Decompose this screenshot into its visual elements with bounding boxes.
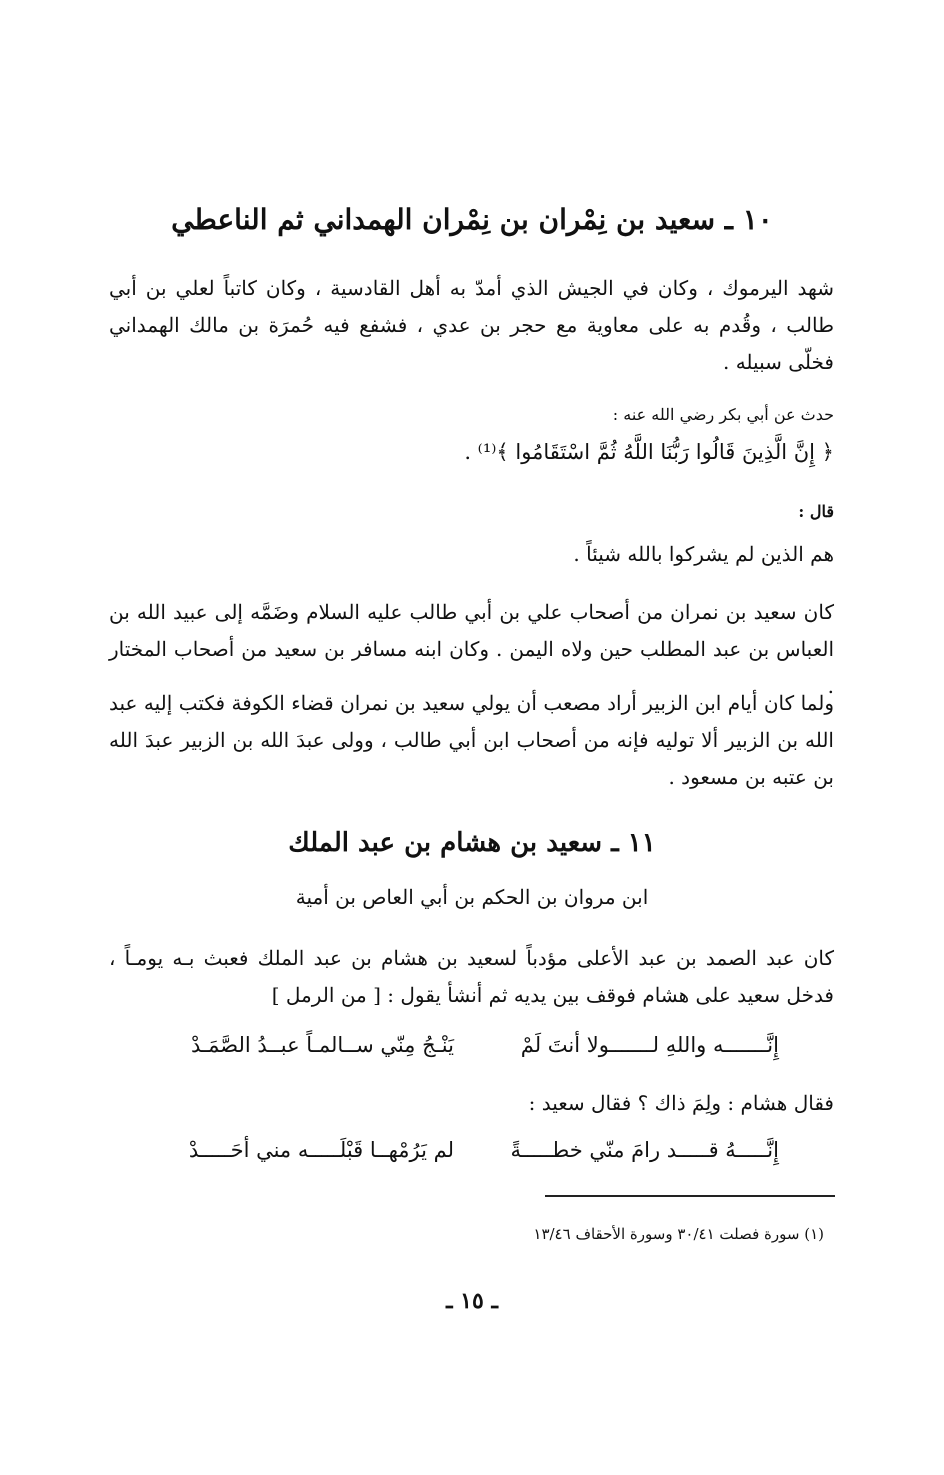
dialogue-line: فقال هشام : ولِمَ ذاك ؟ فقال سعيد : bbox=[528, 1091, 834, 1115]
section-11-subtitle: ابن مروان بن الحكم بن أبي العاص بن أمية bbox=[295, 885, 649, 909]
footnote-divider bbox=[545, 1195, 835, 1197]
section-10-paragraph-2: كان سعيد بن نمران من أصحاب علي بن أبي طالب عليه السلام وضَمَّه إلى عبيد الله بن العباس بن عبد المطلب حين ولاه اليمن . وكان ابنه مسافر بن سعيد من أصحاب المختار . bbox=[109, 600, 834, 698]
verse-meaning: هم الذين لم يشركوا بالله شيئاً . bbox=[573, 542, 834, 566]
section-10-paragraph-3: ولما كان أيام ابن الزبير أراد مصعب أن يولي سعيد بن نمران قضاء الكوفة فكتب إليه عبد الله بن الزبير ألا توليه فإنه من أصحاب ابن أبي طالب ، وولى عبدَ الله بن الزبير عبدَ الله بن عتبه بن مسعود . bbox=[109, 691, 834, 789]
verse-1-first-hemistich: إِنَّـــــــه واللهِ لـــــــولا أنتَ لَمْ bbox=[520, 1033, 779, 1057]
footnote: (١) سورة فصلت ٣٠/٤١ وسورة الأحقاف ١٣/٤٦ bbox=[533, 1225, 824, 1243]
verse-1-second-hemistich: يَنْـجُ مِنّي ســالمـاً عبــدُ الصَّمَـدْ bbox=[190, 1033, 454, 1057]
section-10-title: ١٠ ـ سعيد بن نِمْران بن نِمْران الهمداني ثم الناعطي bbox=[171, 203, 773, 236]
quran-verse: ﴿ إِنَّ الَّذِينَ قَالُوا رَبُّنَا اللَّهُ ثُمَّ اسْتَقَامُوا ﴾⁽¹⁾ . bbox=[464, 440, 834, 464]
verse-2-second-hemistich: لم يَرُمْهــا قَبْلَـــــه مني أحَـــــدْ bbox=[188, 1138, 454, 1162]
section-10-intro: شهد اليرموك ، وكان في الجيش الذي أمدّ به أهل القادسية ، وكان كاتباً لعلي بن أبي طالب ، وقُدم به على معاوية مع حجر بن عدي ، فشفع فيه حُمرَة بن مالك الهمداني فخلّى سبيله . bbox=[109, 276, 834, 374]
page-number: ـ ١٥ ـ bbox=[446, 1288, 498, 1314]
qal-label: قال : bbox=[798, 502, 834, 521]
verse-2-first-hemistich: إِنَّـــــهُ قـــــد رامَ منّي خطـــــةً bbox=[510, 1138, 779, 1162]
section-11-paragraph-1: كان عبد الصمد بن عبد الأعلى مؤدباً لسعيد بن هشام بن عبد الملك فعبث بـه يومـاً ، فدخل سعيد على هشام فوقف بين يديه ثم أنشأ يقول : [ من الرمل ] bbox=[109, 946, 834, 1007]
section-11-title: ١١ ـ سعيد بن هشام بن عبد الملك bbox=[288, 828, 656, 858]
hadith-intro: حدث عن أبي بكر رضي الله عنه : bbox=[612, 405, 834, 424]
